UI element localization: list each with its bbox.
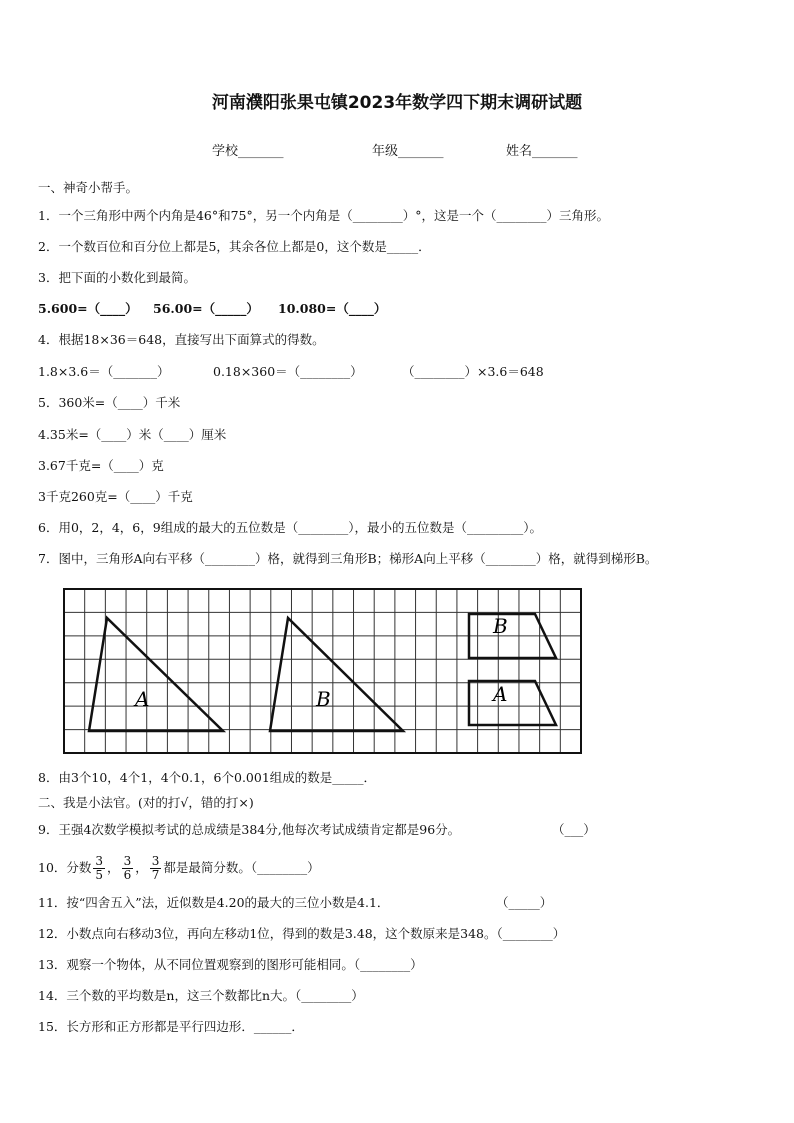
- q9-answer-blank: （___）: [552, 822, 596, 837]
- question-8: 8．由3个10，4个1，4个0.1，6个0.001组成的数是_____．: [38, 770, 377, 785]
- triangle-a-shape: [89, 618, 223, 731]
- triangle-b-shape: [270, 618, 403, 731]
- question-7: 7．图中，三角形A向右平移（________）格，就得到三角形B；梯形A向上平移（________）格，就得到梯形B。: [38, 551, 658, 566]
- q11-answer-blank: （_____）: [496, 895, 553, 910]
- question-5-line: 3.67千克=（____）克: [38, 458, 164, 473]
- question-14: 14．三个数的平均数是n，这三个数都比n大。（________）: [38, 988, 364, 1003]
- q3-item: 5.600=（____）: [38, 301, 138, 316]
- q4-item: 0.18×360＝（________）: [213, 364, 363, 379]
- fraction: [150, 855, 162, 882]
- q10-suffix: 都是最简分数。（________）: [163, 860, 320, 875]
- grade-field: 年级_______: [372, 144, 444, 159]
- question-5-line: 3千克260克=（____）千克: [38, 489, 193, 504]
- section-1-heading: 一、神奇小帮手。: [38, 180, 139, 195]
- page-title: 河南濮阳张果屯镇2023年数学四下期末调研试题: [211, 93, 583, 113]
- question-11: 11．按“四舍五入”法，近似数是4.20的最大的三位小数是4.1．: [38, 895, 390, 910]
- question-12: 12．小数点向右移动3位，再向左移动1位，得到的数是3.48，这个数原来是348。（________）: [38, 926, 566, 941]
- name-field: 姓名_______: [506, 144, 578, 159]
- q4-item: 1.8×3.6＝（_______）: [38, 364, 170, 379]
- question-13: 13．观察一个物体，从不同位置观察到的图形可能相同。（________）: [38, 957, 423, 972]
- numerator: 3: [151, 854, 160, 868]
- triangle-b-label: B: [316, 687, 331, 711]
- question-5-line: 5．360米=（____）千米: [38, 395, 181, 410]
- q3-item: 10.080=（____）: [278, 301, 387, 316]
- question-9: 9．王强4次数学模拟考试的总成绩是384分,他每次考试成绩肯定都是96分。: [38, 822, 461, 837]
- question-15: 15．长方形和正方形都是平行四边形．______．: [38, 1019, 304, 1034]
- translation-grid-figure: [63, 588, 583, 756]
- question-6: 6．用0，2，4，6，9组成的最大的五位数是（________），最小的五位数是（_________）。: [38, 520, 542, 535]
- question-4: 4．根据18×36＝648，直接写出下面算式的得数。: [38, 332, 325, 347]
- denominator: 7: [151, 868, 160, 882]
- fraction: [122, 855, 134, 882]
- fraction: [93, 855, 105, 882]
- trapezoid-b-label: B: [493, 614, 508, 638]
- denominator: 5: [95, 868, 104, 882]
- question-10: 10．分数 $\frac{3}{5}$ ， $\frac{3}{6}$ ， $\frac{3}{7}$ 都是最简分数。（________）: [38, 854, 320, 882]
- school-field: 学校_______: [212, 144, 284, 159]
- denominator: 6: [123, 868, 132, 882]
- section-2-heading: 二、我是小法官。(对的打√，错的打×): [38, 795, 254, 810]
- trapezoid-a-label: A: [493, 682, 508, 706]
- question-5-line: 4.35米=（____）米（____）厘米: [38, 427, 227, 442]
- triangle-a-label: A: [135, 687, 150, 711]
- q3-item: 56.00=（_____）: [153, 301, 259, 316]
- q10-prefix: 10．分数: [38, 860, 92, 875]
- question-3: 3．把下面的小数化到最简。: [38, 270, 196, 285]
- question-2: 2．一个数百位和百分位上都是5，其余各位上都是0，这个数是_____．: [38, 239, 431, 254]
- trapezoid-a-shape: [469, 681, 556, 725]
- numerator: 3: [123, 854, 132, 868]
- q4-item: （________）×3.6＝648: [402, 364, 544, 379]
- numerator: 3: [95, 854, 104, 868]
- question-1: 1．一个三角形中两个内角是46°和75°，另一个内角是（________）°，这是一个（________）三角形。: [38, 208, 610, 223]
